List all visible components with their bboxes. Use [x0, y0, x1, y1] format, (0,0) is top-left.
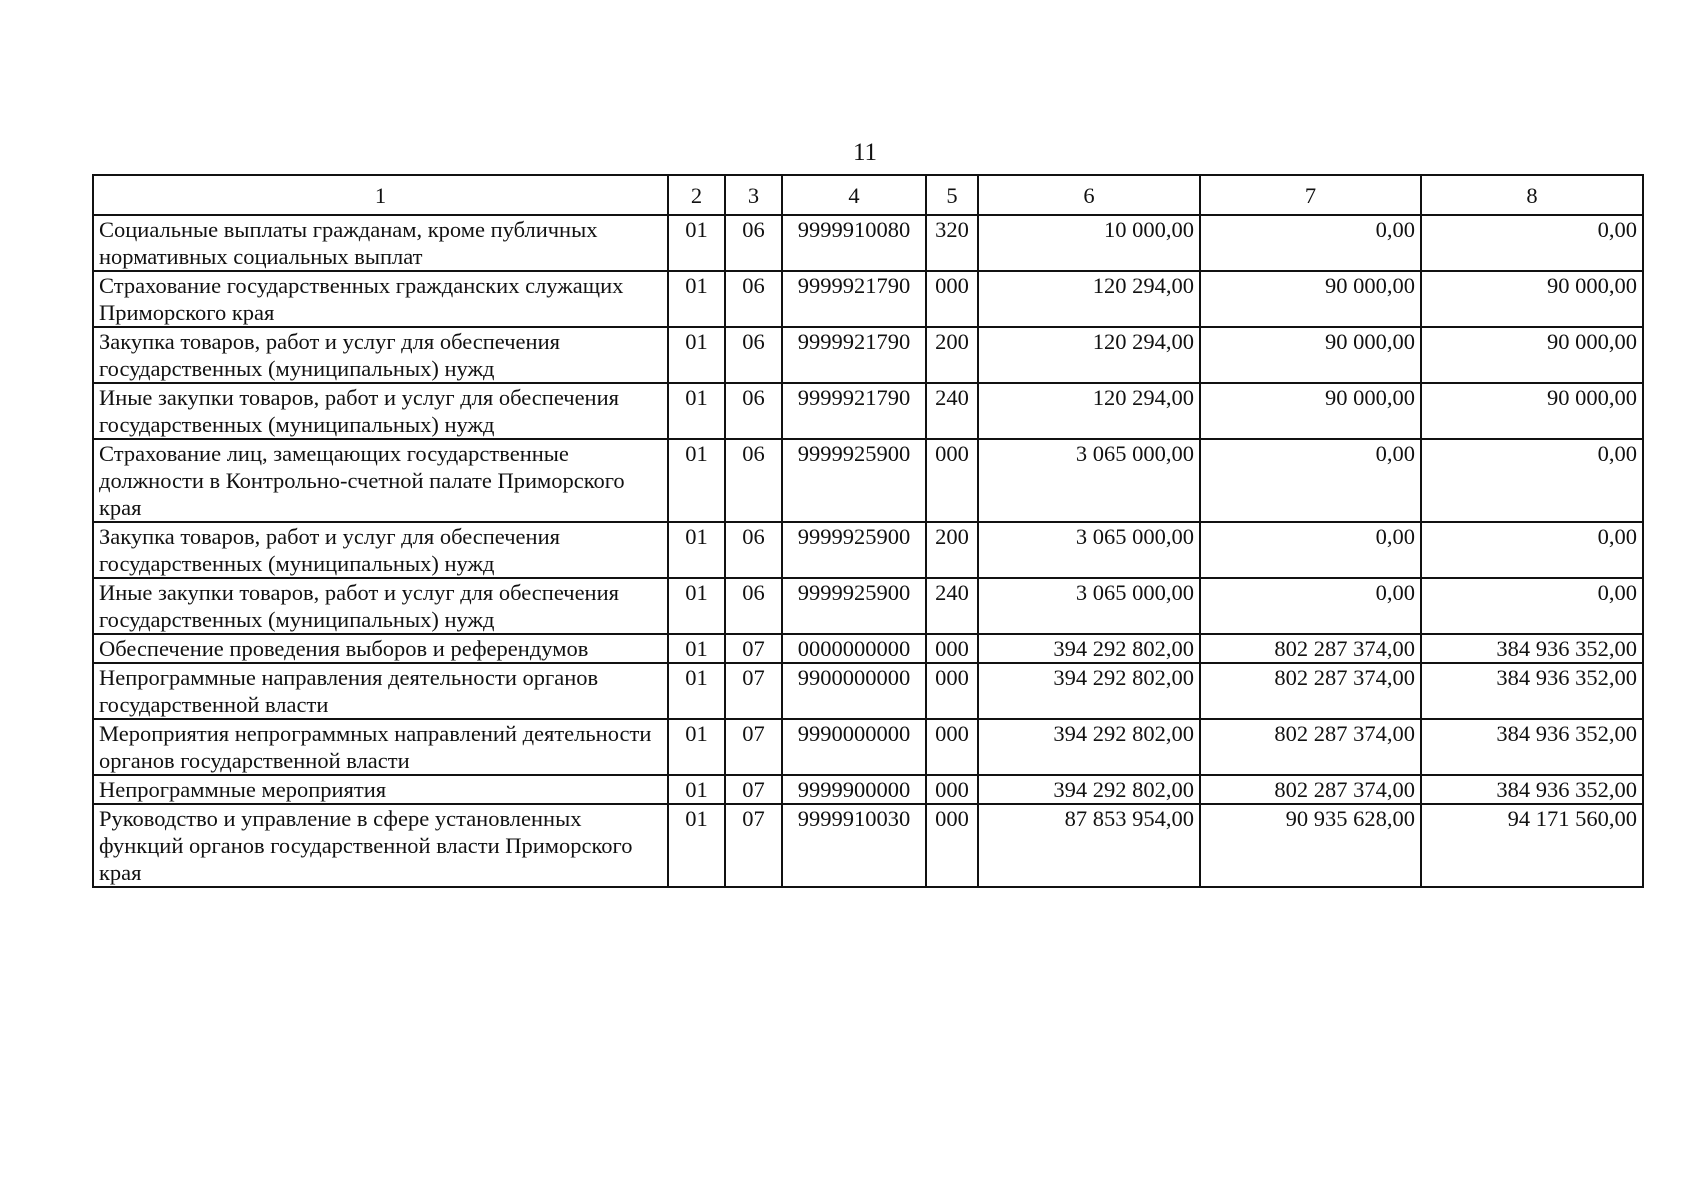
amount-col-8: 384 936 352,00 — [1421, 719, 1643, 775]
amount-col-6: 3 065 000,00 — [978, 439, 1200, 522]
amount-col-7: 0,00 — [1200, 215, 1421, 271]
amount-col-8: 90 000,00 — [1421, 383, 1643, 439]
amount-col-6: 394 292 802,00 — [978, 775, 1200, 804]
target-article-code: 9999925900 — [782, 439, 926, 522]
target-article-code: 9999921790 — [782, 271, 926, 327]
amount-col-8: 384 936 352,00 — [1421, 634, 1643, 663]
target-article-code: 9999925900 — [782, 578, 926, 634]
amount-col-7: 90 935 628,00 — [1200, 804, 1421, 887]
target-article-code: 9999910030 — [782, 804, 926, 887]
section-code: 01 — [668, 327, 725, 383]
amount-col-7: 90 000,00 — [1200, 271, 1421, 327]
item-name: Иные закупки товаров, работ и услуг для обеспечения государственных (муниципальных) нужд — [93, 383, 668, 439]
subsection-code: 06 — [725, 439, 782, 522]
subsection-code: 06 — [725, 327, 782, 383]
target-article-code: 0000000000 — [782, 634, 926, 663]
target-article-code: 9999921790 — [782, 327, 926, 383]
amount-col-7: 802 287 374,00 — [1200, 663, 1421, 719]
column-header-4: 4 — [782, 175, 926, 215]
amount-col-6: 394 292 802,00 — [978, 719, 1200, 775]
amount-col-6: 10 000,00 — [978, 215, 1200, 271]
expense-type-code: 240 — [926, 578, 978, 634]
expense-type-code: 000 — [926, 663, 978, 719]
subsection-code: 07 — [725, 775, 782, 804]
table-row — [93, 271, 1643, 327]
item-name: Социальные выплаты гражданам, кроме публичных нормативных социальных выплат — [93, 215, 668, 271]
amount-col-6: 120 294,00 — [978, 271, 1200, 327]
expense-type-code: 320 — [926, 215, 978, 271]
budget-table — [92, 174, 1644, 888]
table-header-row — [93, 175, 1643, 215]
amount-col-6: 120 294,00 — [978, 327, 1200, 383]
subsection-code: 06 — [725, 578, 782, 634]
table-row — [93, 383, 1643, 439]
table-row — [93, 663, 1643, 719]
expense-type-code: 000 — [926, 775, 978, 804]
item-name: Обеспечение проведения выборов и референдумов — [93, 634, 668, 663]
subsection-code: 07 — [725, 719, 782, 775]
expense-type-code: 000 — [926, 634, 978, 663]
table-body — [93, 215, 1643, 887]
table-row — [93, 719, 1643, 775]
table-row — [93, 215, 1643, 271]
section-code: 01 — [668, 383, 725, 439]
target-article-code: 9900000000 — [782, 663, 926, 719]
section-code: 01 — [668, 804, 725, 887]
amount-col-8: 0,00 — [1421, 439, 1643, 522]
section-code: 01 — [668, 719, 725, 775]
item-name: Мероприятия непрограммных направлений деятельности органов государственной власти — [93, 719, 668, 775]
table-row — [93, 439, 1643, 522]
amount-col-6: 3 065 000,00 — [978, 522, 1200, 578]
amount-col-6: 120 294,00 — [978, 383, 1200, 439]
subsection-code: 06 — [725, 271, 782, 327]
amount-col-6: 87 853 954,00 — [978, 804, 1200, 887]
section-code: 01 — [668, 439, 725, 522]
amount-col-8: 0,00 — [1421, 522, 1643, 578]
column-header-3: 3 — [725, 175, 782, 215]
section-code: 01 — [668, 775, 725, 804]
amount-col-8: 384 936 352,00 — [1421, 663, 1643, 719]
column-header-1: 1 — [93, 175, 668, 215]
section-code: 01 — [668, 522, 725, 578]
item-name: Страхование лиц, замещающих государственные должности в Контрольно-счетной палате Приморского края — [93, 439, 668, 522]
table-row — [93, 522, 1643, 578]
expense-type-code: 200 — [926, 522, 978, 578]
subsection-code: 07 — [725, 634, 782, 663]
amount-col-8: 90 000,00 — [1421, 327, 1643, 383]
section-code: 01 — [668, 578, 725, 634]
amount-col-7: 0,00 — [1200, 578, 1421, 634]
amount-col-6: 394 292 802,00 — [978, 663, 1200, 719]
expense-type-code: 000 — [926, 271, 978, 327]
amount-col-6: 3 065 000,00 — [978, 578, 1200, 634]
table-row — [93, 327, 1643, 383]
amount-col-7: 0,00 — [1200, 522, 1421, 578]
section-code: 01 — [668, 663, 725, 719]
item-name: Закупка товаров, работ и услуг для обеспечения государственных (муниципальных) нужд — [93, 522, 668, 578]
section-code: 01 — [668, 215, 725, 271]
page-number: 11 — [852, 139, 878, 166]
target-article-code: 9990000000 — [782, 719, 926, 775]
column-header-2: 2 — [668, 175, 725, 215]
amount-col-7: 90 000,00 — [1200, 327, 1421, 383]
item-name: Страхование государственных гражданских служащих Приморского края — [93, 271, 668, 327]
amount-col-7: 0,00 — [1200, 439, 1421, 522]
subsection-code: 07 — [725, 804, 782, 887]
item-name: Закупка товаров, работ и услуг для обеспечения государственных (муниципальных) нужд — [93, 327, 668, 383]
amount-col-8: 0,00 — [1421, 578, 1643, 634]
amount-col-7: 90 000,00 — [1200, 383, 1421, 439]
subsection-code: 06 — [725, 383, 782, 439]
amount-col-8: 0,00 — [1421, 215, 1643, 271]
amount-col-7: 802 287 374,00 — [1200, 634, 1421, 663]
target-article-code: 9999921790 — [782, 383, 926, 439]
item-name: Непрограммные мероприятия — [93, 775, 668, 804]
table-row — [93, 634, 1643, 663]
amount-col-7: 802 287 374,00 — [1200, 775, 1421, 804]
subsection-code: 06 — [725, 522, 782, 578]
expense-type-code: 200 — [926, 327, 978, 383]
target-article-code: 9999910080 — [782, 215, 926, 271]
table-row — [93, 804, 1643, 887]
target-article-code: 9999925900 — [782, 522, 926, 578]
column-header-7: 7 — [1200, 175, 1421, 215]
table-row — [93, 775, 1643, 804]
amount-col-8: 384 936 352,00 — [1421, 775, 1643, 804]
item-name: Иные закупки товаров, работ и услуг для обеспечения государственных (муниципальных) нужд — [93, 578, 668, 634]
subsection-code: 06 — [725, 215, 782, 271]
expense-type-code: 000 — [926, 804, 978, 887]
amount-col-8: 94 171 560,00 — [1421, 804, 1643, 887]
expense-type-code: 000 — [926, 719, 978, 775]
expense-type-code: 240 — [926, 383, 978, 439]
column-header-8: 8 — [1421, 175, 1643, 215]
item-name: Руководство и управление в сфере установленных функций органов государственной власти Приморского края — [93, 804, 668, 887]
expense-type-code: 000 — [926, 439, 978, 522]
column-header-5: 5 — [926, 175, 978, 215]
subsection-code: 07 — [725, 663, 782, 719]
amount-col-7: 802 287 374,00 — [1200, 719, 1421, 775]
column-header-6: 6 — [978, 175, 1200, 215]
amount-col-8: 90 000,00 — [1421, 271, 1643, 327]
section-code: 01 — [668, 271, 725, 327]
item-name: Непрограммные направления деятельности органов государственной власти — [93, 663, 668, 719]
amount-col-6: 394 292 802,00 — [978, 634, 1200, 663]
table-row — [93, 578, 1643, 634]
section-code: 01 — [668, 634, 725, 663]
target-article-code: 9999900000 — [782, 775, 926, 804]
